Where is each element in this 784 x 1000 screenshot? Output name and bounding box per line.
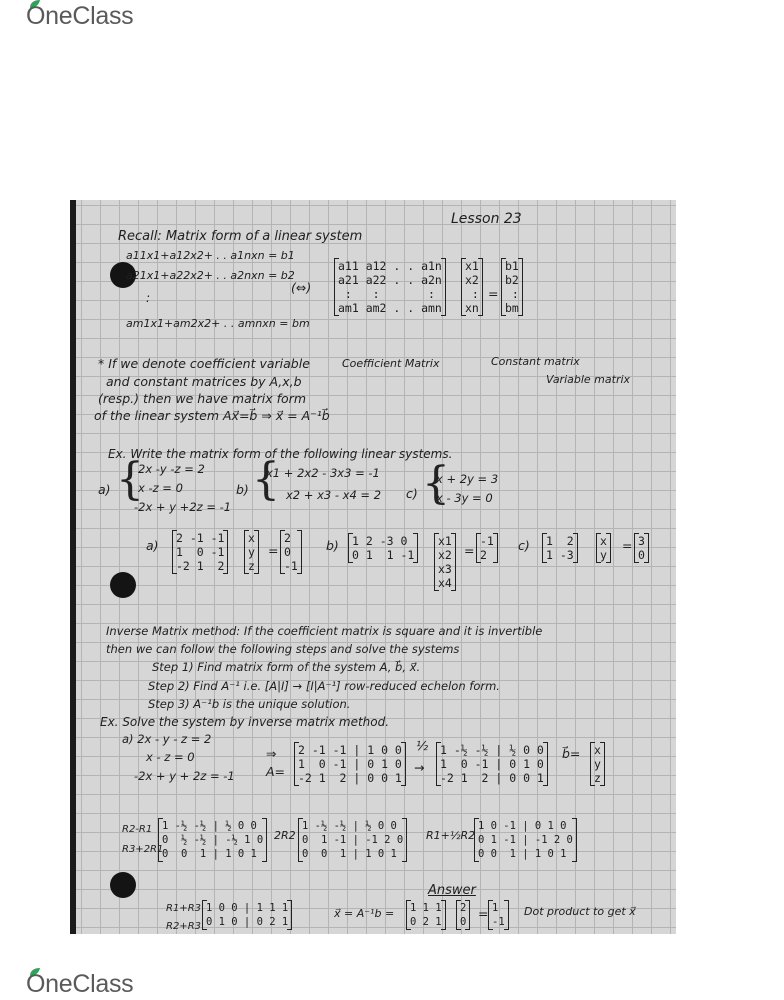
equals-sign: = — [622, 538, 633, 553]
system-dots: : — [146, 290, 151, 305]
augmented-matrix: 1 -½ -½ | ½ 0 0 0 1 -1 | -1 2 0 0 0 1 | 1 0 1 — [298, 818, 407, 862]
matrix-b: 3 0 — [634, 533, 649, 563]
example-label: b) — [326, 538, 339, 553]
solution-vector: 1 -1 — [488, 900, 509, 930]
variable-matrix-label: Variable matrix — [546, 373, 631, 386]
iff-symbol: (⇔) — [291, 280, 312, 295]
notebook-page — [70, 200, 676, 934]
row-op: R1+R3 — [166, 903, 201, 914]
note-line: * If we denote coefficient variable — [98, 356, 310, 371]
system-brace: { — [116, 454, 144, 505]
lesson-number: Lesson 23 — [451, 211, 522, 227]
binder-hole — [110, 872, 136, 898]
row-op: ½ — [416, 738, 429, 753]
coefficient-matrix: a11 a12 . . a1n a21 a22 . . a2n : : : am1 am2 . . amn — [334, 258, 446, 316]
dot-product-note: Dot product to get x⃗ — [524, 905, 636, 918]
recall-title: Recall: Matrix form of a linear system — [118, 229, 363, 244]
equals-sign: = — [478, 906, 489, 921]
constant-matrix-label: Constant matrix — [491, 355, 580, 368]
system-brace: { — [252, 454, 280, 505]
equation: x2 + x3 - x4 = 2 — [286, 488, 382, 502]
example-label: b) — [236, 482, 249, 497]
oneclass-logo-top — [26, 2, 133, 31]
augmented-matrix: 1 0 0 | 1 1 1 0 1 0 | 0 2 1 — [202, 900, 292, 930]
augmented-matrix: 1 -½ -½ | ½ 0 0 0 ½ -½ | -½ 1 0 0 0 1 | 1 0 1 — [158, 818, 267, 862]
matrix-x: x y z — [244, 530, 259, 574]
equation: x - 3y = 0 — [436, 491, 493, 505]
equation: -2x + y +2z = -1 — [134, 500, 232, 514]
matrix-A: 1 2 -3 0 0 1 1 -1 — [348, 533, 418, 563]
b-vector: 2 0 — [456, 900, 470, 930]
example-label: a) — [98, 482, 111, 497]
equation: x + 2y = 3 — [436, 472, 499, 486]
step-line: Step 3) A⁻¹b is the unique solution. — [148, 697, 351, 711]
system-brace: { — [422, 458, 450, 509]
step-line: Step 2) Find A⁻¹ i.e. [A|I] → [I|A⁻¹] row-reduced echelon form. — [148, 679, 500, 693]
brand-name: OneClass — [26, 970, 134, 998]
coefficient-matrix-label: Coefficient Matrix — [342, 357, 440, 370]
method-line: then we can follow the following steps and solve the systems — [106, 642, 460, 656]
equals-sign: = — [464, 543, 475, 558]
equation: -2x + y + 2z = -1 — [134, 769, 235, 783]
constant-matrix: b1 b2 : bm — [501, 258, 523, 316]
augmented-matrix: 1 0 -1 | 0 1 0 0 1 -1 | -1 2 0 0 0 1 | 1 0 1 — [474, 818, 577, 862]
row-op: R1+½R2 — [426, 829, 476, 842]
example-1-title: Ex. Write the matrix form of the following linear systems. — [108, 447, 453, 461]
matrix-A: 1 2 1 -3 — [542, 533, 578, 563]
equation: x -z = 0 — [138, 481, 183, 495]
note-line: and constant matrices by A,x,b — [106, 374, 302, 389]
system-line: a21x1+a22x2+ . . a2nxn = b2 — [126, 269, 295, 282]
arrow: → — [414, 760, 425, 775]
matrix-x: x1 x2 x3 x4 — [434, 533, 456, 591]
b-vector-label: b⃗= — [562, 746, 581, 761]
equation: x1 + 2x2 - 3x3 = -1 — [266, 466, 380, 480]
matrix-A: 2 -1 -1 1 0 -1 -2 1 2 — [172, 530, 228, 574]
row-op: R2-R1 — [122, 824, 153, 835]
oneclass-logo-bottom — [26, 970, 133, 999]
augmented-matrix: 2 -1 -1 | 1 0 0 1 0 -1 | 0 1 0 -2 1 2 | 0 0 1 — [294, 742, 406, 786]
matrix-b: -1 2 — [476, 533, 498, 563]
A-equals: A= — [266, 764, 286, 779]
answer-label: Answer — [428, 883, 476, 898]
arrow: ⇒ — [266, 746, 277, 761]
matrix-b: 2 0 -1 — [280, 530, 302, 574]
row-op: 2R2 — [274, 829, 296, 842]
note-line: (resp.) then we have matrix form — [98, 391, 307, 406]
example-2-title: Ex. Solve the system by inverse matrix method. — [100, 715, 390, 729]
augmented-matrix: 1 -½ -½ | ½ 0 0 1 0 -1 | 0 1 0 -2 1 2 | 0 0 1 — [436, 742, 548, 786]
brand-name: OneClass — [26, 2, 134, 30]
row-op: R2+R3 — [166, 921, 201, 932]
row-op: R3+2R1 — [122, 844, 164, 855]
x-equals: x⃗ = A⁻¹b = — [334, 907, 395, 920]
equals-sign: = — [488, 286, 499, 301]
equation: a) 2x - y - z = 2 — [122, 732, 212, 746]
equation: x - z = 0 — [146, 750, 195, 764]
variable-matrix: x1 x2 : xn — [461, 258, 483, 316]
step-line: Step 1) Find matrix form of the system A, b⃗, x⃗. — [152, 660, 421, 674]
example-label: c) — [518, 538, 530, 553]
example-label: a) — [146, 538, 159, 553]
equals-sign: = — [268, 543, 279, 558]
system-line: a11x1+a12x2+ . . a1nxn = b1 — [126, 249, 295, 262]
binder-hole — [110, 572, 136, 598]
inverse-matrix: 1 1 1 0 2 1 — [406, 900, 446, 930]
note-line: of the linear system Ax⃗=b⃗ ⇒ x⃗ = A⁻¹b⃗ — [94, 408, 330, 423]
matrix-x: x y — [596, 533, 611, 563]
method-line: Inverse Matrix method: If the coefficient matrix is square and it is invertible — [106, 624, 543, 638]
equation: 2x -y -z = 2 — [138, 462, 205, 476]
system-line: am1x1+am2x2+ . . amnxn = bm — [126, 317, 310, 330]
xyz-vector: x y z — [590, 742, 605, 786]
example-label: c) — [406, 486, 418, 501]
